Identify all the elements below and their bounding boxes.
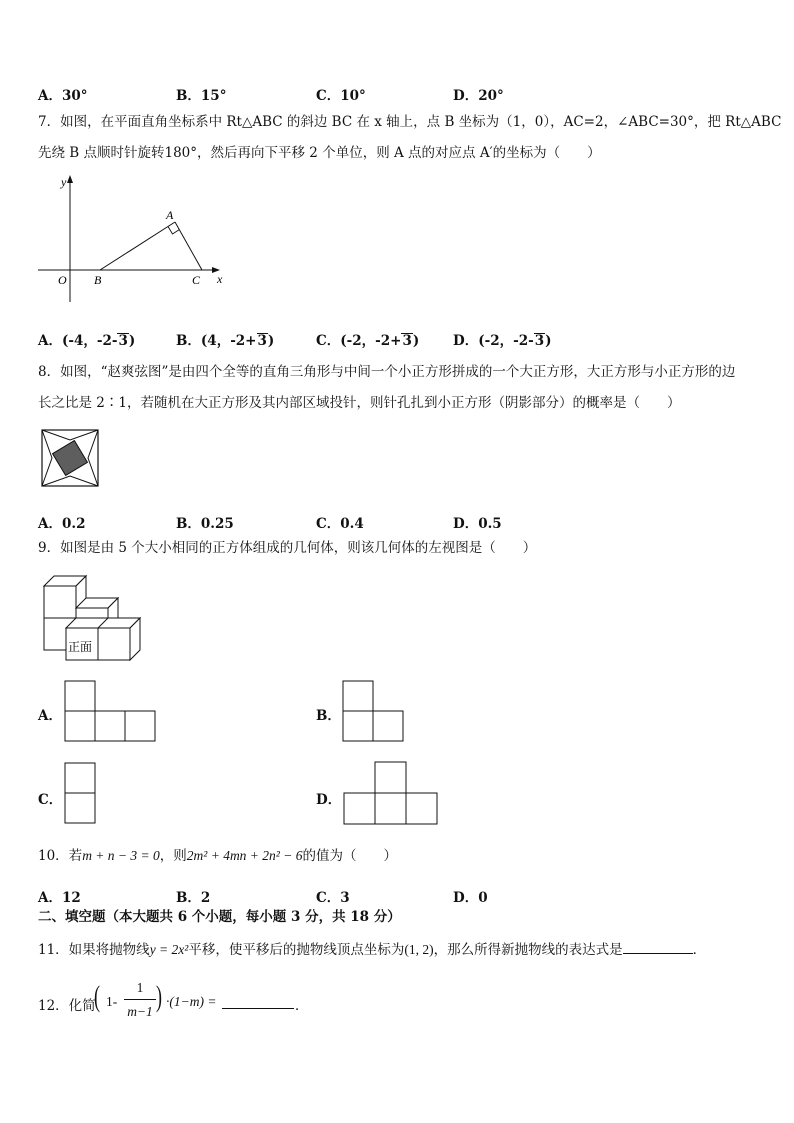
- q11-text: [38, 943, 706, 958]
- q7-option-c-post: ): [412, 333, 420, 349]
- q11-answer-blank[interactable]: [623, 953, 693, 954]
- cube-front-right-front: [98, 628, 130, 660]
- q10-expression-formula: 2m² + 4mn + 2n² − 6: [186, 848, 303, 863]
- sqrt-radicand: 3: [257, 333, 267, 349]
- cube-solid-figure: [40, 568, 150, 666]
- q10-option-d: D．0: [453, 890, 488, 906]
- q10-option-b: B．2: [176, 890, 211, 906]
- point-b-label: B: [94, 273, 102, 287]
- q11-mid: 平移，使平移后的抛物线顶点坐标为: [188, 942, 405, 958]
- q8-option-c: C．0.4: [316, 516, 364, 532]
- q8-text-line1: 8．如图，“赵爽弦图”是由四个全等的直角三角形与中间一个小正方形拼成的一个大正方形，大正方形与小正方形的边: [38, 364, 736, 380]
- q7-option-b: [176, 329, 274, 349]
- segment-ac: [175, 222, 202, 270]
- y-label: y: [61, 175, 67, 189]
- q10-suffix: 的值为（ ）: [302, 848, 397, 864]
- y-axis-arrow: [67, 175, 73, 183]
- q7-coordinate-figure: [34, 172, 234, 312]
- q6-option-d: D．20°: [453, 88, 504, 104]
- q10-prefix: 10．若: [38, 848, 83, 864]
- right-paren: ): [156, 980, 162, 1013]
- q12-denominator: m−1: [127, 1004, 153, 1019]
- front-face-label: 正面: [68, 640, 93, 654]
- q6-option-c: C．10°: [316, 88, 366, 104]
- sqrt-radicand: 3: [402, 333, 412, 349]
- q8-option-a: A．0.2: [38, 516, 86, 532]
- point-a-label: A: [166, 208, 174, 222]
- q11-prefix: 11．如果将抛物线: [38, 942, 150, 958]
- q12-prefix: 12．化简: [38, 998, 96, 1014]
- q7-option-d-post: ): [545, 333, 552, 349]
- segment-ab: [100, 222, 175, 270]
- q7-option-c: [316, 329, 419, 349]
- q10-text: [38, 849, 397, 864]
- q12-end: ．: [295, 998, 309, 1014]
- x-label: x: [217, 272, 223, 286]
- q10-condition-formula: m + n − 3 = 0: [82, 848, 160, 863]
- q9-option-b: B．: [316, 708, 341, 724]
- q7-option-c-pre: C．(-2，-2+: [316, 333, 402, 349]
- q11-parabola-formula: y = 2x²: [149, 942, 189, 957]
- cube-back-front: [76, 608, 108, 618]
- q9-option-b-figure: [341, 680, 407, 744]
- q8-option-b: B．0.25: [176, 516, 234, 532]
- q9-option-c-figure: [63, 762, 99, 826]
- sqrt-radicand: 3: [118, 333, 128, 349]
- q9-option-a-figure: [63, 680, 159, 744]
- q7-option-b-post: ): [267, 333, 275, 349]
- q7-text-line2: 先绕 B 点顺时针旋转180°，然后再向下平移 2 个单位，则 A 点的对应点 A′的坐标为（ ）: [38, 145, 601, 161]
- q6-option-b: B．15°: [176, 88, 227, 104]
- fraction-bar: [124, 999, 156, 1000]
- q7-option-a-post: ): [128, 333, 136, 349]
- q11-end: ．: [692, 942, 707, 958]
- q10-mid: ，则: [159, 848, 187, 864]
- q8-text-line2: 长之比是 2∶1，若随机在大正方形及其内部区域投针，则针孔扎到小正方形（阴影部分）的概率是（ ）: [38, 395, 681, 411]
- q7-text-line1: 7．如图，在平面直角坐标系中 Rt△ABC 的斜边 BC 在 x 轴上，点 B 坐标为（1，0），AC=2，∠ABC=30°，把 Rt△ABC: [38, 114, 782, 130]
- q11-vertex-formula: (1, 2): [404, 942, 434, 957]
- cube-top-left-front: [44, 586, 76, 618]
- q12-one: 1-: [106, 994, 118, 1009]
- q9-option-c: C．: [38, 792, 63, 808]
- q12-times-expression: ·(1−m) =: [166, 994, 217, 1009]
- q9-text-line1: 9．如图是由 5 个大小相同的正方体组成的几何体，则该几何体的左视图是（ ）: [38, 540, 537, 556]
- q12-answer-blank[interactable]: [222, 994, 294, 1009]
- q10-option-a: A．12: [38, 890, 81, 906]
- q12-numerator: 1: [136, 980, 144, 995]
- q7-option-a: [38, 329, 135, 349]
- q7-option-d: [453, 329, 552, 349]
- q9-option-d: D．: [316, 792, 342, 808]
- section-title-fill-in: 二、填空题（本大题共 6 个小题，每小题 3 分，共 18 分）: [38, 909, 401, 925]
- sqrt-radicand: 3: [534, 333, 545, 349]
- zhao-shuang-figure: [40, 428, 102, 490]
- q7-option-a-pre: A．(-4，-2-: [38, 333, 118, 349]
- point-c-label: C: [192, 273, 201, 287]
- q11-suffix: ，那么所得新抛物线的表达式是: [433, 942, 623, 958]
- q7-option-d-pre: D．(-2，-2-: [453, 333, 534, 349]
- q8-option-d: D．0.5: [453, 516, 502, 532]
- q6-option-a: A．30°: [38, 88, 88, 104]
- origin-label: O: [58, 273, 67, 287]
- left-paren: (: [94, 980, 100, 1013]
- q10-option-c: C．3: [316, 890, 350, 906]
- q9-option-d-figure: [341, 760, 441, 826]
- q9-option-a: A．: [38, 708, 62, 724]
- q7-option-b-pre: B．(4，-2+: [176, 333, 257, 349]
